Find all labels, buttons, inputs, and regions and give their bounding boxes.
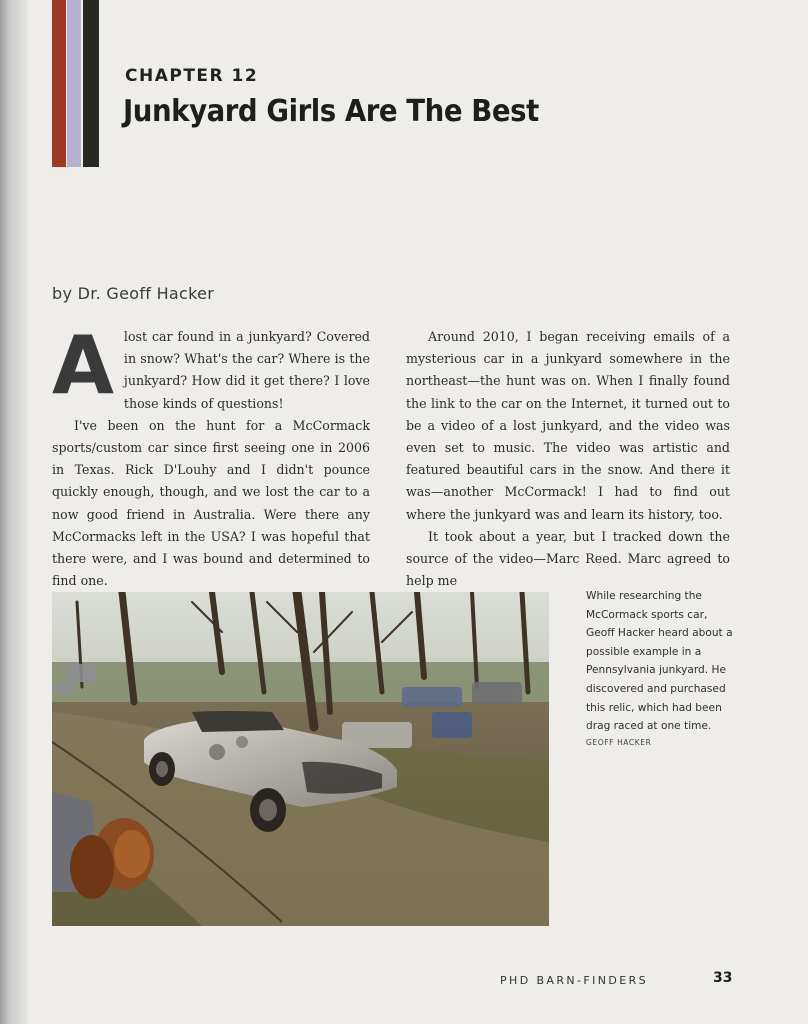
chapter-label: CHAPTER 12 bbox=[125, 66, 259, 86]
opening-paragraph bbox=[52, 319, 370, 415]
photo-credit: GEOFF HACKER bbox=[586, 737, 652, 747]
drop-cap: A bbox=[52, 319, 114, 412]
byline: by Dr. Geoff Hacker bbox=[52, 284, 215, 303]
caption-text: While researching the McCormack sports car, Geoff Hacker heard about a possible example in a Pennsylvania junkyard. He discovered and purchased this relic, which had been drag raced at one time. bbox=[586, 590, 733, 733]
paragraph-text: Around 2010, I began receiving emails of a mysterious car in a junkyard somewhere in the northeast—the hunt was on. When I finally found the link to the car on the Internet, it turned out to be a video of a lost junkyard, and the video was even set to music. The video was artistic and featured beautiful cars in the snow. And there it was—another McCormack! I had to find out where the junkyard was and learn its history, too. bbox=[406, 329, 730, 522]
page-number: 33 bbox=[713, 970, 733, 986]
junkyard-car-photo bbox=[52, 592, 549, 926]
paragraph-text: I've been on the hunt for a McCormack sports/custom car since first seeing one in 2006 in Texas. Rick D'Louhy and I didn't pounce quickly enough, though, and we lost the car to a now good friend in Australia. Were there any McCormacks left in the USA? I was hopeful that there were, and I was bound and determined to find one. bbox=[52, 417, 370, 589]
body-column-right bbox=[406, 326, 730, 592]
chapter-color-stripe-red bbox=[52, 0, 66, 167]
photo-caption bbox=[586, 587, 736, 750]
page-gutter-shadow bbox=[0, 0, 28, 1024]
running-title: PHD BARN-FINDERS bbox=[500, 974, 649, 987]
chapter-color-stripe-lavender bbox=[67, 0, 81, 167]
body-column-left bbox=[52, 319, 370, 592]
chapter-color-stripe-dark bbox=[83, 0, 99, 167]
photo-illustration bbox=[52, 592, 549, 926]
paragraph-text: It took about a year, but I tracked down the source of the video—Marc Reed. Marc agreed to help me bbox=[406, 528, 730, 589]
paragraph-text: lost car found in a junkyard? Covered in snow? What's the car? Where is the junkyard? How did it get there? I love those kinds of questions! bbox=[123, 329, 370, 411]
chapter-title: Junkyard Girls Are The Best bbox=[123, 94, 539, 129]
